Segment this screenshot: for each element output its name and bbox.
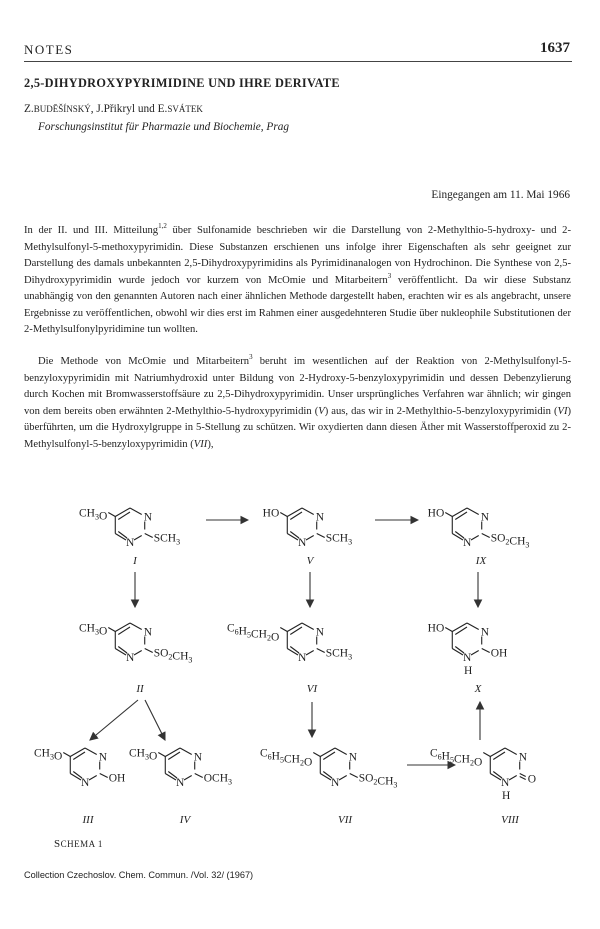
compound-VI-ring (287, 623, 316, 655)
ring-nitrogen: N (463, 537, 472, 549)
hydroxy-group: OH (108, 772, 126, 785)
journal-footer: Collection Czechoslov. Chem. Commun. /Vol. 32/ (1967) (24, 870, 254, 880)
ring-nitrogen: N (501, 777, 510, 789)
compound-VIII-ring (490, 748, 519, 780)
compound-III-ring (70, 748, 99, 780)
ring-nitrogen: N (98, 751, 108, 764)
hydroxy-group: HO (427, 622, 445, 635)
hydroxy-group: HO (262, 507, 280, 520)
methylsulfonyl-group: $SO_2CH_3$ (358, 772, 398, 790)
ring-nitrogen: N (480, 511, 490, 524)
compound-IX-ring (452, 508, 481, 540)
compound-VII-ring (320, 748, 349, 780)
compound-II-ring (115, 623, 144, 655)
institute: Forschungsinstitut für Pharmazie und Biochemie, Prag (38, 121, 290, 133)
ring-nitrogen: N (315, 511, 325, 524)
label-compound-IV: IV (179, 814, 191, 826)
label-compound-III: III (82, 814, 94, 826)
article-title: 2,5-DIHYDROXYPYRIMIDINE UND IHRE DERIVATE (24, 76, 340, 90)
compound-IV-ring (165, 748, 194, 780)
benzyloxy-group: $C_6H_5CH_2O$ (259, 747, 313, 769)
arrow-II-to-IV (145, 700, 165, 740)
carbonyl-oxygen: O (527, 773, 537, 786)
ring-nitrogen: N (126, 652, 135, 664)
paragraph-2: Die Methode von McOmie und Mitarbeitern$^3$ beruht im wesentlichen auf der Reaktion von 2-Methylsulfonyl-5-benzyloxypyrimidin mit Natriumhydroxid unter Bildung von 2-Hydroxy-5-benzyloxypyrimidin und dessen Debenzylierung durch Kochen mit Bromwasserstoffsäure zu 2,5-Dihydroxypyrimidin. Unser ursprüngliches Verfahren war ähnlich; wir gingen von dem bereits oben erwähnten 2-Methylthio-5-hydroxypyrimidin (V) aus, das wir in 2-Methylthio-5-benzyloxypyrimidin (VI) überführten, um die Hydroxylgruppe in 5-Stellung zu schützen. Wir oxydierten dann diesen Äther mit Wasserstoffperoxid zu 2-Methylsulfonyl-5-benzyloxypyrimidin (VII), (24, 353, 571, 450)
label-compound-VIII: VIII (501, 814, 519, 826)
scheme-label: SCHEMA 1 (54, 838, 103, 850)
ring-nitrogen: N (518, 751, 528, 764)
hydroxy-group: HO (427, 507, 445, 520)
methoxy-group: $CH_3O$ (33, 747, 63, 763)
methoxy-group: $CH_3O$ (128, 747, 158, 763)
methoxy-group: $CH_3O$ (78, 507, 108, 523)
paragraph-1: In der II. und III. Mitteilung$^{1,2}$ über Sulfonamide beschrieben wir die Darstellung von 2-Methylthio-5-hydroxy- und 2-Methylsulfonyl-5-methoxypyrimidin. Diese Substanzen erschienen uns infolge ihrer Eigenschaften als sehr geeignet zur Darstellung des damals unbekannten 2,5-Dihydroxypyrimidins als Pyrimidinanalogen von Hydrochinon. Die Synthese von 2,5-Dihydroxypyrimidin wurde jedoch vor kurzem von McOmie und Mitarbeitern$^3$ veröffentlicht. Da wir diese Substanz unabhängig von den genannten Autoren nach einer ähnlichen Methode dargestellt haben, erachten wir es als angebracht, unsere Ergebnisse zu veröffentlichen, obwohl wir dies erst im Rahmen einer ausgedehnteren Studie über nukleophile Substitutionen der 2-Methylsulfonylpyridimine tun wollten. (24, 222, 571, 335)
ring-nitrogen: N (463, 652, 472, 664)
arrow-II-to-III (90, 700, 138, 740)
compound-I-ring (115, 508, 144, 540)
header-rule (24, 61, 572, 62)
ring-nitrogen: N (331, 777, 340, 789)
ring-nitrogen: N (480, 626, 490, 639)
label-compound-IX: IX (475, 555, 487, 567)
label-compound-X: X (474, 683, 482, 695)
methoxy-group: $OCH_3$ (203, 772, 233, 787)
hydroxy-group: OH (490, 647, 508, 660)
ring-nitrogen: N (176, 777, 185, 789)
label-compound-II: II (136, 683, 144, 695)
ring-hydrogen: H (502, 790, 511, 802)
methylsulfonyl-group: $SO_2CH_3$ (153, 647, 193, 665)
ring-nitrogen: N (298, 537, 307, 549)
section-header: NOTES (24, 42, 74, 57)
label-compound-I: I (133, 555, 137, 567)
ring-hydrogen: H (464, 665, 473, 677)
compound-V-ring (287, 508, 316, 540)
ring-nitrogen: N (126, 537, 135, 549)
compound-X-ring (452, 623, 481, 655)
methylsulfonyl-group: $SO_2CH_3$ (490, 532, 530, 550)
label-compound-VI: VI (306, 683, 318, 695)
ring-nitrogen: N (81, 777, 90, 789)
ring-nitrogen: N (143, 511, 153, 524)
methylthio-group: $SCH_3$ (153, 532, 181, 547)
ring-nitrogen: N (143, 626, 153, 639)
ring-nitrogen: N (193, 751, 203, 764)
label-compound-VII: VII (337, 814, 353, 826)
authors: Z.BUDĔŠÍNSKÝ, J.Přikryl und E.SVÁTEK (24, 103, 203, 115)
methoxy-group: $CH_3O$ (78, 622, 108, 638)
page-number: 1637 (540, 40, 570, 56)
reaction-scheme (0, 480, 600, 860)
methylthio-group: $SCH_3$ (325, 647, 353, 662)
ring-nitrogen: N (348, 751, 358, 764)
ring-nitrogen: N (298, 652, 307, 664)
methylthio-group: $SCH_3$ (325, 532, 353, 547)
benzyloxy-group: $C_6H_5CH_2O$ (226, 622, 280, 644)
received-date: Eingegangen am 11. Mai 1966 (431, 189, 570, 201)
benzyloxy-group: $C_6H_5CH_2O$ (429, 747, 483, 769)
ring-nitrogen: N (315, 626, 325, 639)
label-compound-V: V (306, 555, 314, 567)
